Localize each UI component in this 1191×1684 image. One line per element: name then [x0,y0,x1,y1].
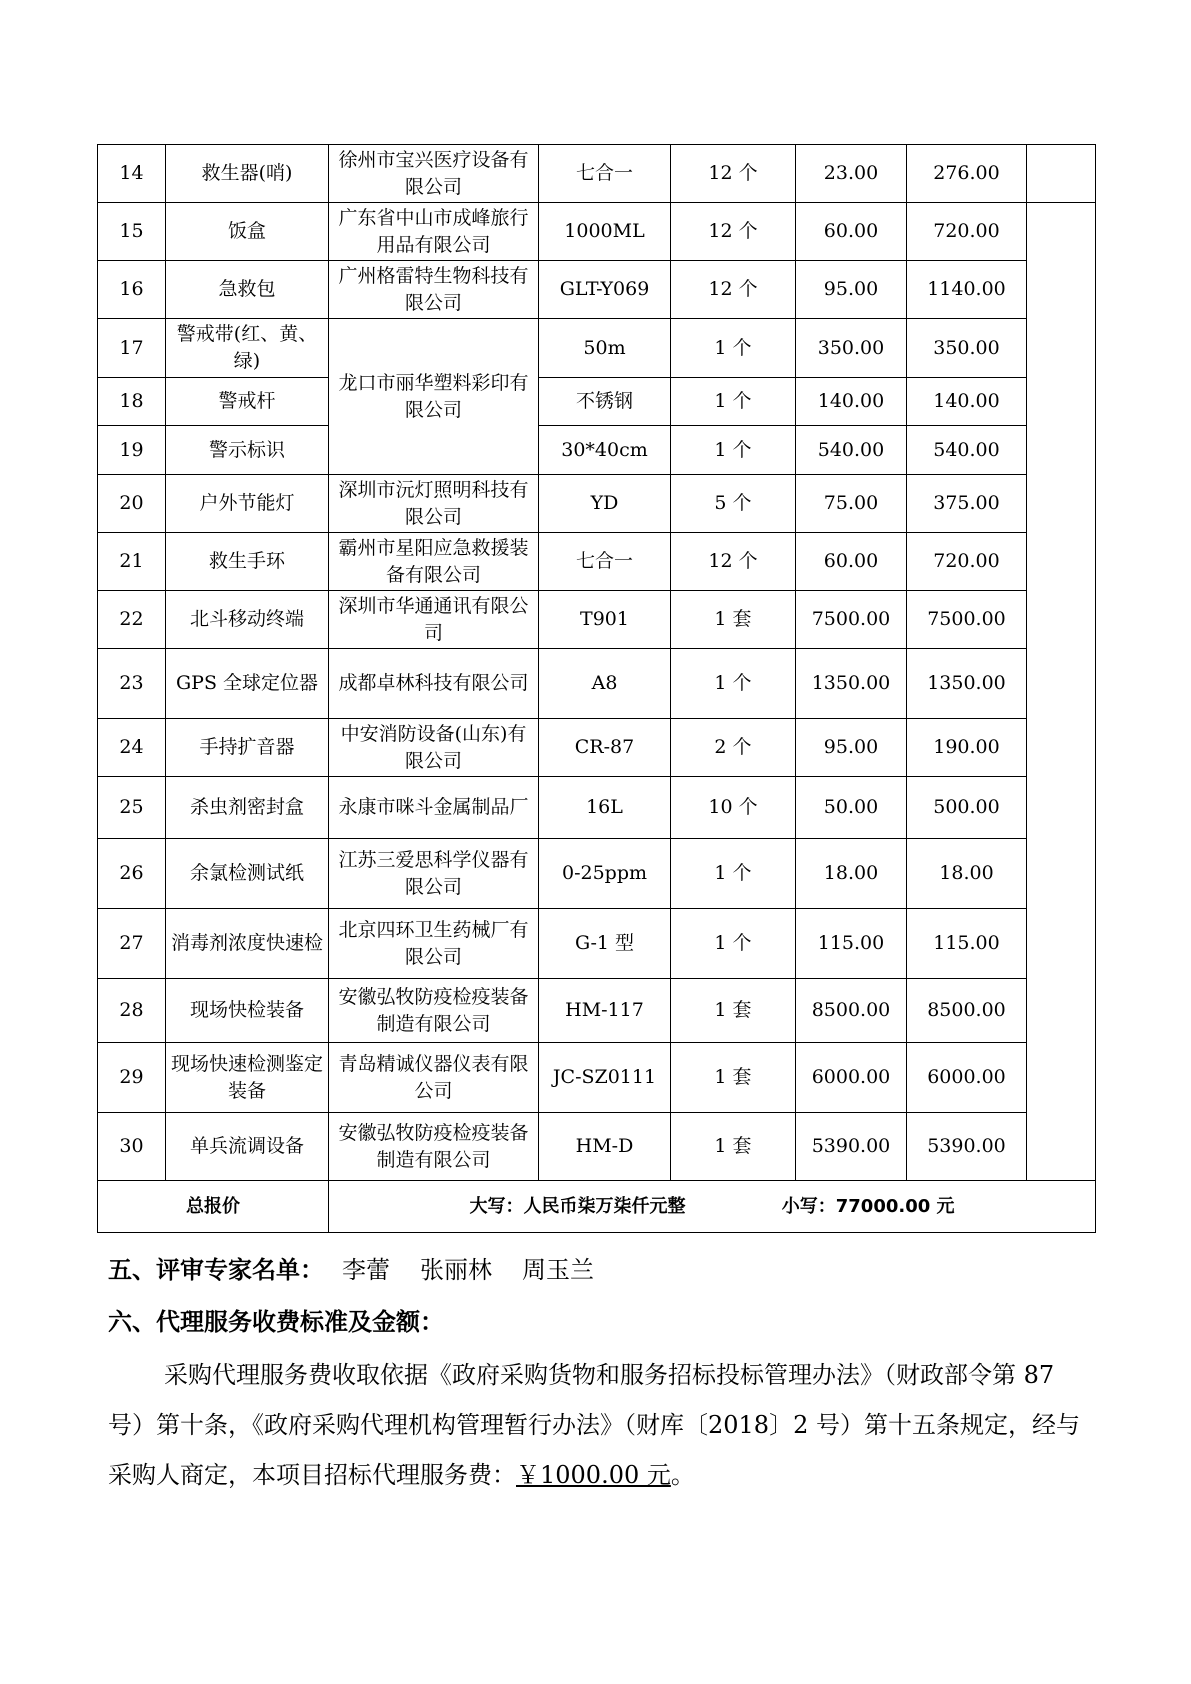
section-experts [108,1252,624,1288]
table-row [98,261,1096,319]
cell-maker: 青岛精诚仪器仪表有限公司 [329,1043,539,1113]
fee-paragraph [108,1350,1093,1500]
section-heading: 六、代理服务收费标准及金额： [108,1308,444,1336]
cell-name: 消毒剂浓度快速检 [166,909,329,979]
cell-no: 18 [98,378,166,426]
cell-remark-merged [1027,203,1096,1181]
cell-unit-price: 75.00 [796,475,907,533]
table-row [98,203,1096,261]
cell-maker: 北京四环卫生药械厂有限公司 [329,909,539,979]
cell-total: 18.00 [907,839,1027,909]
cell-no: 26 [98,839,166,909]
cell-no: 17 [98,319,166,378]
cell-model: CR-87 [539,719,671,777]
table-row [98,719,1096,777]
cell-model: YD [539,475,671,533]
end-mark: 。 [670,1461,695,1489]
expert-name: 周玉兰 [522,1256,594,1284]
cell-model: JC-SZ0111 [539,1043,671,1113]
cell-name: 余氯检测试纸 [166,839,329,909]
table-row [98,979,1096,1043]
section-heading: 五、评审专家名单： [108,1256,324,1284]
cell-unit-price: 350.00 [796,319,907,378]
cell-maker: 霸州市星阳应急救援装备有限公司 [329,533,539,591]
cell-qty: 12 个 [671,145,796,203]
cell-qty: 1 套 [671,979,796,1043]
cell-qty: 12 个 [671,203,796,261]
cell-qty: 2 个 [671,719,796,777]
cell-model: 1000ML [539,203,671,261]
cell-unit-price: 7500.00 [796,591,907,649]
table-row [98,145,1096,203]
total-row [98,1181,1096,1233]
cell-maker: 广东省中山市成峰旅行用品有限公司 [329,203,539,261]
cell-total: 500.00 [907,777,1027,839]
expert-name: 张丽林 [420,1256,492,1284]
expert-name: 李蕾 [342,1256,390,1284]
cell-unit-price: 95.00 [796,261,907,319]
cell-name: 手持扩音器 [166,719,329,777]
total-label: 总报价 [98,1181,329,1233]
cell-name: 警戒杆 [166,378,329,426]
cell-unit-price: 540.00 [796,426,907,475]
cell-unit-price: 18.00 [796,839,907,909]
cell-total: 375.00 [907,475,1027,533]
total-value [329,1181,1096,1233]
cell-no: 21 [98,533,166,591]
cell-qty: 12 个 [671,533,796,591]
cell-no: 23 [98,649,166,719]
cell-maker: 中安消防设备(山东)有限公司 [329,719,539,777]
fee-paragraph-text: 采购代理服务费收取依据《政府采购货物和服务招标投标管理办法》（财政部令第 87 号）第十条，《政府采购代理机构管理暂行办法》（财库〔2018〕2 号）第十五条规定，经与采购人商定，本项目招标代理服务费： [108,1361,1080,1489]
cell-total: 1140.00 [907,261,1027,319]
cell-no: 24 [98,719,166,777]
cell-total: 276.00 [907,145,1027,203]
cell-no: 19 [98,426,166,475]
table-row [98,909,1096,979]
expert-names [342,1256,624,1284]
total-lower: 小写：77000.00 元 [781,1196,955,1217]
cell-no: 29 [98,1043,166,1113]
cell-maker: 江苏三爱思科学仪器有限公司 [329,839,539,909]
cell-maker: 广州格雷特生物科技有限公司 [329,261,539,319]
cell-maker-merged: 龙口市丽华塑料彩印有限公司 [329,319,539,475]
cell-model: 50m [539,319,671,378]
table-row [98,533,1096,591]
cell-qty: 1 套 [671,1043,796,1113]
cell-name: GPS 全球定位器 [166,649,329,719]
cell-maker: 安徽弘牧防疫检疫装备制造有限公司 [329,979,539,1043]
table-row [98,319,1096,378]
cell-maker: 深圳市华通通讯有限公司 [329,591,539,649]
table-row [98,378,1096,426]
cell-total: 190.00 [907,719,1027,777]
table-row [98,475,1096,533]
table-row [98,777,1096,839]
cell-unit-price: 5390.00 [796,1113,907,1181]
cell-name: 救生器(哨) [166,145,329,203]
section-fee [108,1304,444,1340]
cell-model: 0-25ppm [539,839,671,909]
cell-total: 115.00 [907,909,1027,979]
fee-amount: ￥1000.00 元 [516,1461,671,1489]
cell-unit-price: 115.00 [796,909,907,979]
total-upper: 大写：人民币柒万柒仟元整 [469,1196,686,1217]
cell-model: G-1 型 [539,909,671,979]
cell-no: 20 [98,475,166,533]
table-row [98,1113,1096,1181]
cell-qty: 1 个 [671,319,796,378]
cell-model: 不锈钢 [539,378,671,426]
cell-qty: 1 套 [671,1113,796,1181]
cell-unit-price: 50.00 [796,777,907,839]
price-table [97,144,1096,1233]
cell-unit-price: 140.00 [796,378,907,426]
cell-no: 28 [98,979,166,1043]
table-row [98,649,1096,719]
cell-no: 22 [98,591,166,649]
cell-unit-price: 1350.00 [796,649,907,719]
cell-model: 七合一 [539,145,671,203]
cell-no: 14 [98,145,166,203]
cell-qty: 1 个 [671,839,796,909]
cell-total: 1350.00 [907,649,1027,719]
cell-model: A8 [539,649,671,719]
cell-unit-price: 23.00 [796,145,907,203]
cell-total: 8500.00 [907,979,1027,1043]
cell-name: 现场快速检测鉴定装备 [166,1043,329,1113]
cell-name: 救生手环 [166,533,329,591]
cell-no: 30 [98,1113,166,1181]
cell-name: 饭盒 [166,203,329,261]
cell-name: 户外节能灯 [166,475,329,533]
cell-maker: 成都卓林科技有限公司 [329,649,539,719]
cell-qty: 1 个 [671,649,796,719]
cell-total: 720.00 [907,533,1027,591]
cell-total: 5390.00 [907,1113,1027,1181]
cell-name: 警戒带(红、黄、绿) [166,319,329,378]
cell-total: 540.00 [907,426,1027,475]
cell-qty: 1 套 [671,591,796,649]
table-row [98,426,1096,475]
cell-qty: 10 个 [671,777,796,839]
cell-remark [1027,145,1096,203]
cell-name: 杀虫剂密封盒 [166,777,329,839]
cell-unit-price: 95.00 [796,719,907,777]
cell-model: 30*40cm [539,426,671,475]
cell-unit-price: 60.00 [796,203,907,261]
cell-name: 警示标识 [166,426,329,475]
cell-qty: 1 个 [671,426,796,475]
cell-model: 16L [539,777,671,839]
cell-unit-price: 6000.00 [796,1043,907,1113]
cell-model: T901 [539,591,671,649]
cell-maker: 安徽弘牧防疫检疫装备制造有限公司 [329,1113,539,1181]
cell-no: 15 [98,203,166,261]
cell-model: HM-D [539,1113,671,1181]
cell-total: 6000.00 [907,1043,1027,1113]
cell-maker: 深圳市沅灯照明科技有限公司 [329,475,539,533]
table-row [98,591,1096,649]
cell-total: 350.00 [907,319,1027,378]
cell-qty: 1 个 [671,378,796,426]
cell-qty: 5 个 [671,475,796,533]
cell-qty: 12 个 [671,261,796,319]
cell-maker: 徐州市宝兴医疗设备有限公司 [329,145,539,203]
cell-model: HM-117 [539,979,671,1043]
cell-no: 16 [98,261,166,319]
cell-maker: 永康市咪斗金属制品厂 [329,777,539,839]
cell-qty: 1 个 [671,909,796,979]
cell-no: 25 [98,777,166,839]
cell-name: 现场快检装备 [166,979,329,1043]
cell-no: 27 [98,909,166,979]
cell-name: 单兵流调设备 [166,1113,329,1181]
cell-name: 急救包 [166,261,329,319]
table-row [98,1043,1096,1113]
cell-name: 北斗移动终端 [166,591,329,649]
cell-total: 720.00 [907,203,1027,261]
cell-model: 七合一 [539,533,671,591]
cell-model: GLT-Y069 [539,261,671,319]
cell-unit-price: 8500.00 [796,979,907,1043]
cell-total: 7500.00 [907,591,1027,649]
table-row [98,839,1096,909]
cell-total: 140.00 [907,378,1027,426]
cell-unit-price: 60.00 [796,533,907,591]
